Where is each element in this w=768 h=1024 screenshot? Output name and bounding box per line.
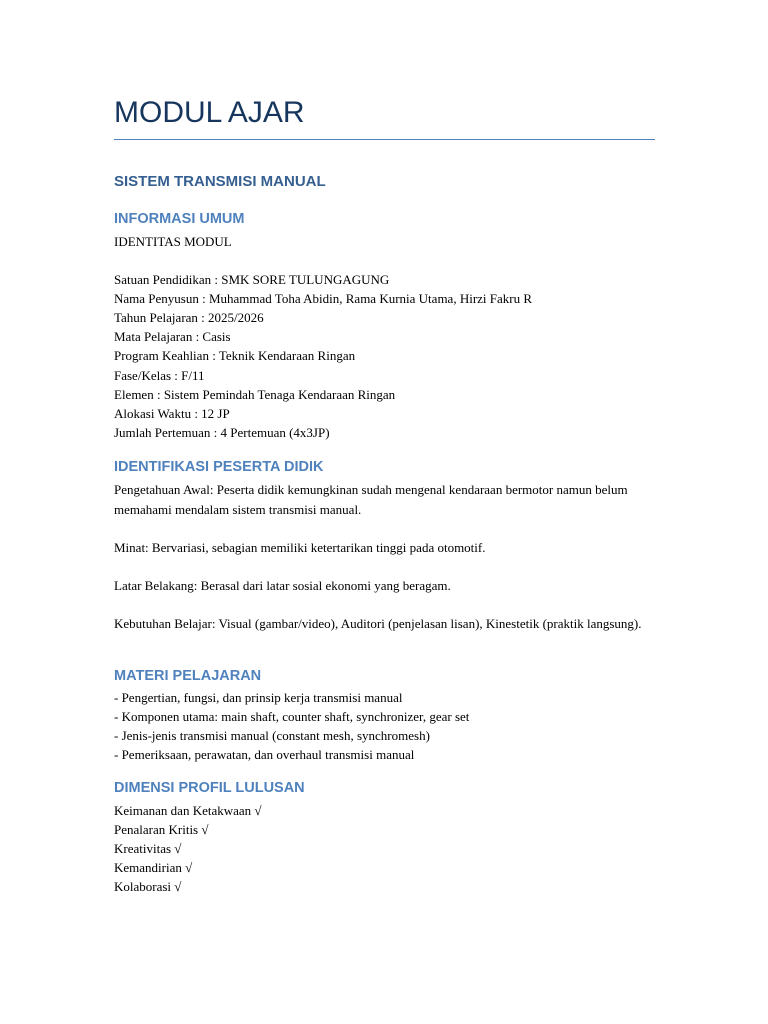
info-tahun-pelajaran: Tahun Pelajaran : 2025/2026 [114, 310, 264, 325]
dimensi-list-item: Keimanan dan Ketakwaan √ [114, 803, 262, 818]
kebutuhan-belajar-paragraph: Kebutuhan Belajar: Visual (gambar/video), Auditori (penjelasan lisan), Kinestetik (praktik langsung). [114, 616, 642, 631]
heading-materi-pelajaran: MATERI PELAJARAN [114, 668, 262, 684]
materi-list-item: - Jenis-jenis transmisi manual (constant mesh, synchromesh) [114, 728, 430, 743]
dimensi-list-item: Kemandirian √ [114, 860, 193, 875]
materi-list-item: - Komponen utama: main shaft, counter shaft, synchronizer, gear set [114, 709, 470, 724]
document-subtitle: SISTEM TRANSMISI MANUAL [114, 173, 326, 190]
info-fase-kelas: Fase/Kelas : F/11 [114, 368, 205, 383]
heading-informasi-umum: INFORMASI UMUM [114, 211, 245, 227]
info-jumlah-pertemuan: Jumlah Pertemuan : 4 Pertemuan (4x3JP) [114, 425, 330, 440]
info-satuan-pendidikan: Satuan Pendidikan : SMK SORE TULUNGAGUNG [114, 272, 390, 287]
heading-dimensi-profil-lulusan: DIMENSI PROFIL LULUSAN [114, 780, 305, 796]
materi-list-item: - Pemeriksaan, perawatan, dan overhaul transmisi manual [114, 747, 415, 762]
dimensi-list-item: Penalaran Kritis √ [114, 822, 209, 837]
info-mata-pelajaran: Mata Pelajaran : Casis [114, 329, 231, 344]
minat-paragraph: Minat: Bervariasi, sebagian memiliki ketertarikan tinggi pada otomotif. [114, 540, 486, 555]
identitas-modul-label: IDENTITAS MODUL [114, 234, 232, 249]
pengetahuan-awal-paragraph: Pengetahuan Awal: Peserta didik kemungkinan sudah mengenal kendaraan bermotor namun belum memahami mendalam sistem transmisi manual. [114, 482, 628, 517]
info-elemen: Elemen : Sistem Pemindah Tenaga Kendaraan Ringan [114, 387, 396, 402]
heading-identifikasi-peserta-didik: IDENTIFIKASI PESERTA DIDIK [114, 459, 324, 475]
document-title: MODUL AJAR [114, 96, 305, 129]
info-alokasi-waktu: Alokasi Waktu : 12 JP [114, 406, 230, 421]
title-underline [114, 139, 655, 140]
materi-list-item: - Pengertian, fungsi, dan prinsip kerja transmisi manual [114, 690, 403, 705]
info-nama-penyusun: Nama Penyusun : Muhammad Toha Abidin, Rama Kurnia Utama, Hirzi Fakru R [114, 291, 533, 306]
info-program-keahlian: Program Keahlian : Teknik Kendaraan Ringan [114, 348, 356, 363]
dimensi-list-item: Kolaborasi √ [114, 879, 182, 894]
dimensi-list-item: Kreativitas √ [114, 841, 182, 856]
latar-belakang-paragraph: Latar Belakang: Berasal dari latar sosial ekonomi yang beragam. [114, 578, 451, 593]
